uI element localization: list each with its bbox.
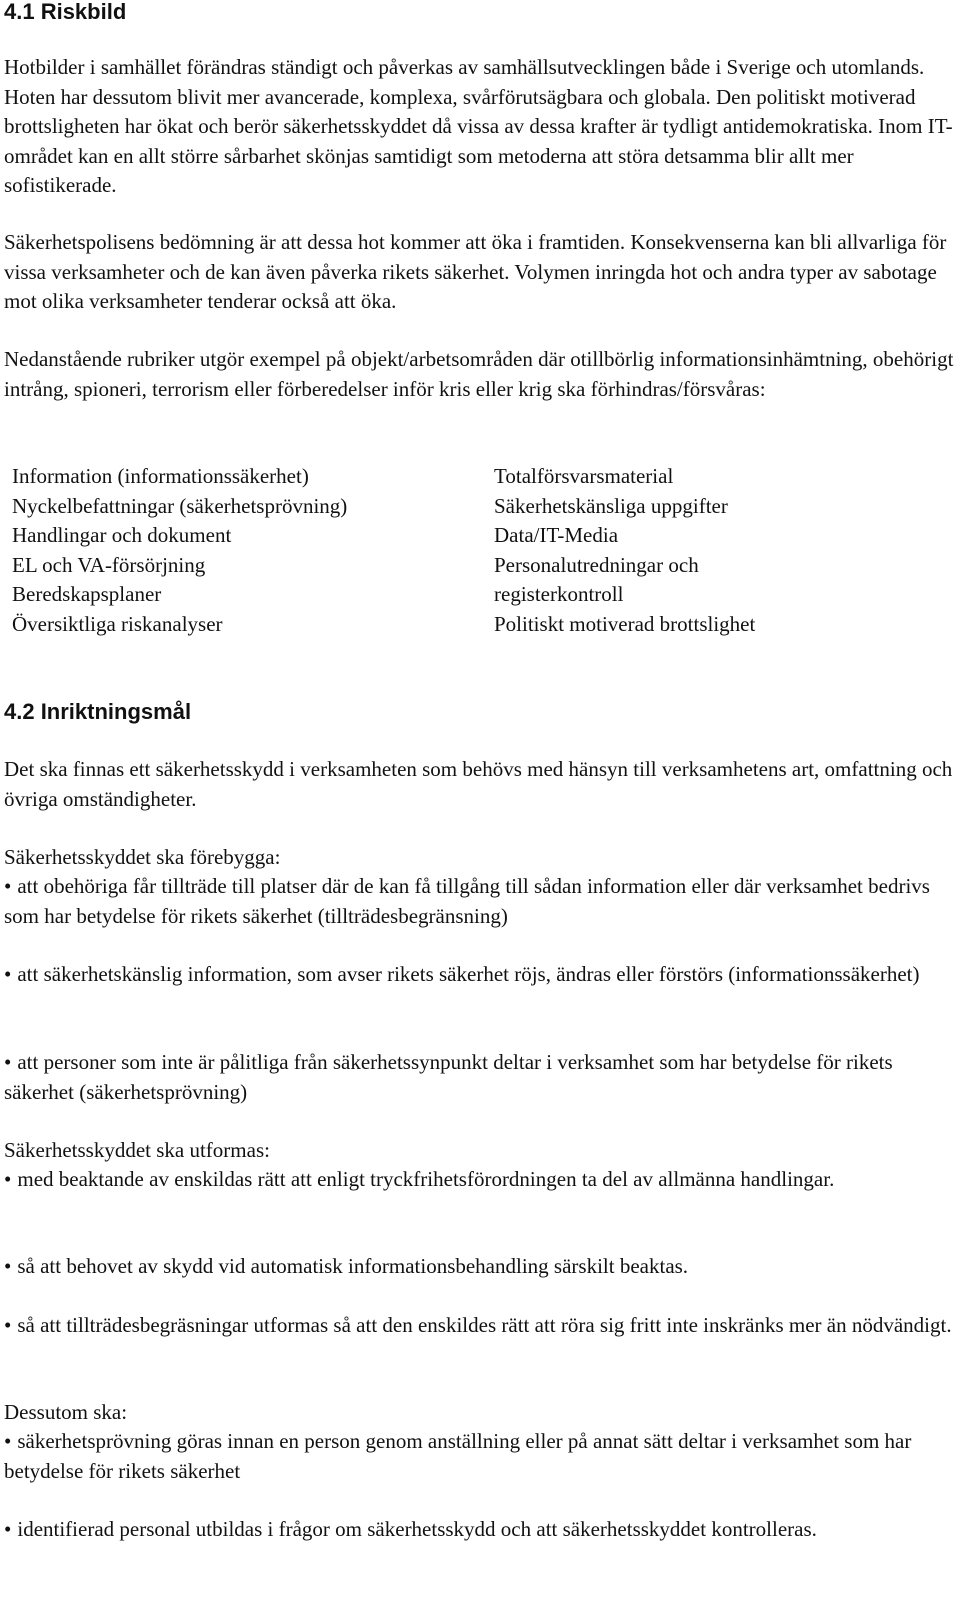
list-item: Data/IT-Media — [494, 523, 619, 547]
riskbild-paragraph-1: Hotbilder i samhället förändras ständigt och påverkas av samhällsutvecklingen både i Sverige och utomlands. Hoten har dessutom blivit mer avancerade, komplexa, svårförutsägbara och globala. Den politiskt motiverad brottsligheten har ökat och berör säkerhetsskyddet då vissa av dessa krafter är tydligt antidemokratiska. Inom IT-området kan en allt större sårbarhet skönjas samtidigt som metoderna att störa detsamma blir allt mer sofistikerade. — [4, 55, 953, 197]
list-item: Politiskt motiverad brottslighet — [494, 611, 756, 636]
section-heading-inriktningsmal: 4.2 Inriktningsmål — [4, 699, 192, 724]
objects-list-left — [12, 462, 347, 639]
prevent-item: • att personer som inte är pålitliga från säkerhetssynpunkt deltar i verksamhet som har betydelse för rikets säkerhet (säkerhetsprövning) — [4, 1048, 954, 1107]
list-item: Översiktliga riskanalyser — [12, 611, 223, 636]
list-item: EL och VA-försörjning — [12, 552, 206, 577]
riskbild-paragraph-2: Säkerhetspolisens bedömning är att dessa hot kommer att öka i framtiden. Konsekvenserna kan bli allvarliga för vissa verksamheter och de kan även påverka rikets säkerhet. Volymen inringda hot och andra typer av sabotage mot olika verksamheter tenderar också att öka. — [4, 230, 947, 313]
design-item: • så att behovet av skydd vid automatisk informationsbehandling särskilt beaktas. — [4, 1252, 954, 1282]
also-label: Dessutom ska: — [4, 1400, 128, 1424]
design-label: Säkerhetsskyddet ska utformas: — [4, 1138, 270, 1162]
list-item: Säkerhetskänsliga uppgifter — [494, 493, 728, 518]
also-item: • säkerhetsprövning göras innan en person genom anställning eller på annat sätt deltar i verksamhet som har betydelse för rikets säkerhet — [4, 1427, 954, 1486]
riskbild-paragraph-3: Nedanstående rubriker utgör exempel på objekt/arbetsområden där otillbörlig informationsinhämtning, obehörigt intrång, spioneri, terrorism eller förberedelser inför kris eller krig ska förhindras/försvåras: — [4, 347, 954, 401]
prevent-item: • att säkerhetskänslig information, som avser rikets säkerhet röjs, ändras eller förstörs (informationssäkerhet) — [4, 960, 954, 990]
inriktningsmal-paragraph-1: Det ska finnas ett säkerhetsskydd i verksamheten som behövs med hänsyn till verksamhetens art, omfattning och övriga omständigheter. — [4, 757, 953, 811]
prevent-label: Säkerhetsskyddet ska förebygga: — [4, 845, 281, 869]
objects-list-right — [494, 462, 755, 639]
list-item: registerkontroll — [494, 582, 624, 606]
section-heading-riskbild: 4.1 Riskbild — [4, 0, 127, 24]
list-item: Personalutredningar och — [494, 552, 699, 577]
list-item: Information (informationssäkerhet) — [12, 464, 309, 488]
list-item: Nyckelbefattningar (säkerhetsprövning) — [12, 493, 348, 518]
list-item: Beredskapsplaner — [12, 582, 162, 606]
prevent-item: • att obehöriga får tillträde till platser där de kan få tillgång till sådan information eller där verksamhet bedrivs som har betydelse för rikets säkerhet (tillträdesbegränsning) — [4, 872, 954, 931]
design-item: • med beaktande av enskildas rätt att enligt tryckfrihetsförordningen ta del av allmänna handlingar. — [4, 1165, 954, 1195]
list-item: Totalförsvarsmaterial — [494, 464, 674, 488]
list-item: Handlingar och dokument — [12, 523, 232, 547]
design-item: • så att tillträdesbegräsningar utformas så att den enskildes rätt att röra sig fritt inte inskränks mer än nödvändigt. — [4, 1311, 954, 1341]
also-item: • identifierad personal utbildas i frågor om säkerhetsskydd och att säkerhetsskyddet kontrolleras. — [4, 1515, 954, 1545]
